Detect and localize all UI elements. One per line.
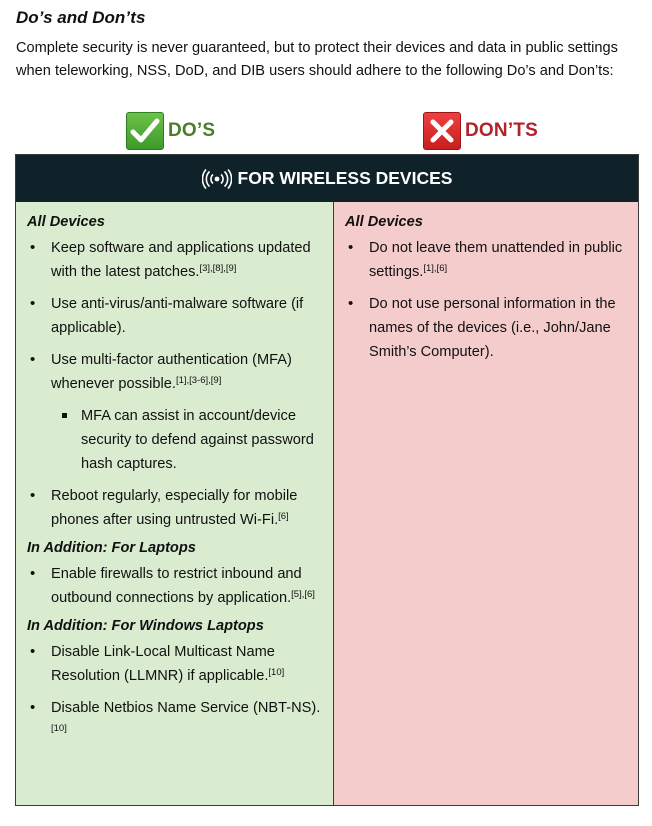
list-item: • Use multi-factor authentication (MFA) whenever possible.[1],[3-6],[9]	[27, 348, 323, 396]
donts-label-text: DON’TS	[465, 120, 538, 141]
dos-laptops-title: In Addition: For Laptops	[27, 540, 196, 556]
check-mark-icon	[126, 112, 164, 150]
wireless-devices-table	[15, 154, 639, 806]
dos-windows-laptops-title: In Addition: For Windows Laptops	[27, 618, 264, 634]
list-item: • Keep software and applications updated with the latest patches.[3],[8],[9]	[27, 236, 323, 284]
intro-paragraph: Complete security is never guaranteed, but to protect their devices and data in public settings when teleworking, NSS, DoD, and DIB users should adhere to the following Do’s and Don’ts:	[16, 40, 618, 79]
table-header	[16, 155, 638, 202]
list-item: • Do not leave them unattended in public settings.[1],[6]	[345, 236, 628, 284]
list-item: • Disable Link-Local Multicast Name Resolution (LLMNR) if applicable.[10]	[27, 640, 323, 688]
donts-column	[334, 202, 638, 805]
donts-all-devices-title: All Devices	[345, 214, 423, 230]
table-header-title: FOR WIRELESS DEVICES	[237, 168, 453, 188]
list-item: • Enable firewalls to restrict inbound and outbound connections by application.[5],[6]	[27, 562, 323, 610]
list-item: • Reboot regularly, especially for mobile phones after using untrusted Wi-Fi.[6]	[27, 484, 323, 532]
donts-label	[423, 110, 538, 152]
wireless-icon	[202, 169, 232, 189]
dos-all-devices-title: All Devices	[27, 214, 105, 230]
dos-column	[16, 202, 334, 805]
list-subitem: MFA can assist in account/device security to defend against password hash captures.	[27, 404, 323, 476]
dos-label-text: DO’S	[168, 120, 216, 141]
list-item: • Use anti-virus/anti-malware software (if applicable).	[27, 292, 323, 340]
x-mark-icon	[423, 112, 461, 150]
dos-label	[126, 110, 215, 152]
list-item: • Disable Netbios Name Service (NBT-NS).[10]	[27, 696, 323, 744]
section-heading: Do’s and Don’ts	[16, 8, 146, 27]
list-item: • Do not use personal information in the names of the devices (i.e., John/Jane Smith’s Computer).	[345, 292, 628, 364]
